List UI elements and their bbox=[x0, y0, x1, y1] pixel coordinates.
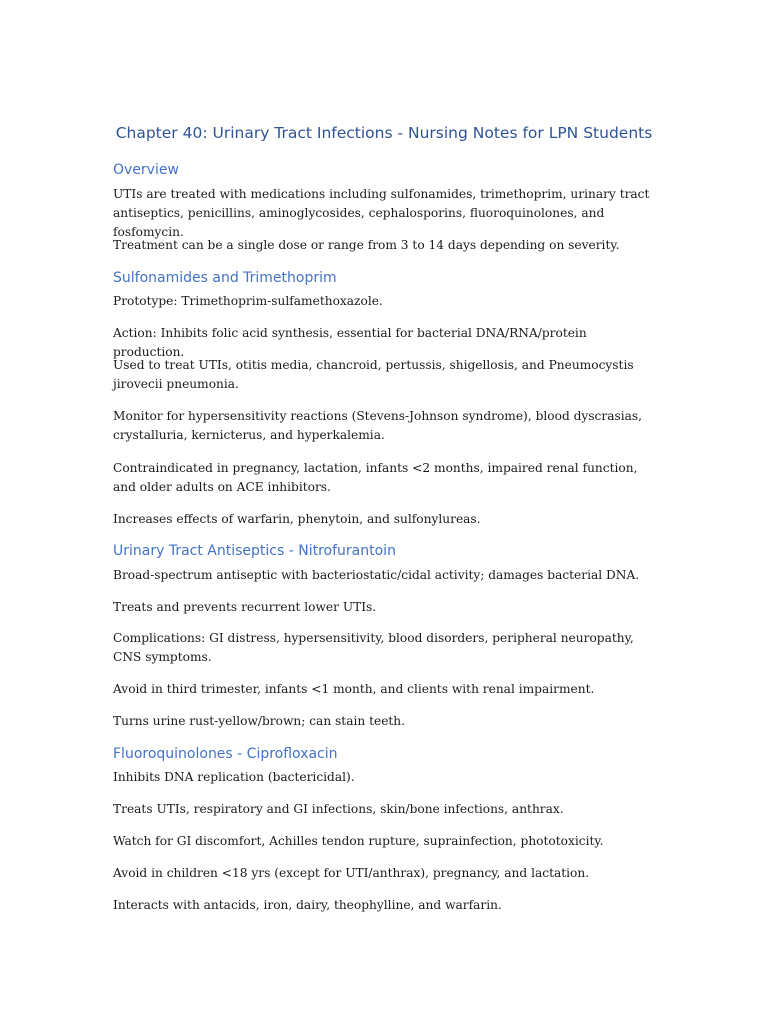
paragraph: Treats UTIs, respiratory and GI infections, skin/bone infections, anthrax. bbox=[113, 802, 564, 816]
paragraph: Avoid in children <18 yrs (except for UTI/anthrax), pregnancy, and lactation. bbox=[113, 866, 590, 880]
paragraph: Used to treat UTIs, otitis media, chancroid, pertussis, shigellosis, and Pneumocystis jirovecii pneumonia. bbox=[113, 358, 634, 391]
paragraph: Monitor for hypersensitivity reactions (Stevens-Johnson syndrome), blood dyscrasias, crystalluria, kernicterus, and hyperkalemia. bbox=[113, 409, 643, 442]
paragraph: Broad-spectrum antiseptic with bacteriostatic/cidal activity; damages bacterial DNA. bbox=[113, 568, 640, 582]
paragraph: Action: Inhibits folic acid synthesis, essential for bacterial DNA/RNA/protein production. bbox=[113, 326, 587, 359]
paragraph: Increases effects of warfarin, phenytoin, and sulfonylureas. bbox=[113, 512, 481, 526]
paragraph: Inhibits DNA replication (bactericidal). bbox=[113, 770, 355, 784]
section-heading-fluoroquinolones: Fluoroquinolones - Ciprofloxacin bbox=[113, 746, 338, 762]
section-heading-overview: Overview bbox=[113, 162, 179, 178]
paragraph: Avoid in third trimester, infants <1 month, and clients with renal impairment. bbox=[113, 682, 595, 696]
paragraph: Turns urine rust-yellow/brown; can stain teeth. bbox=[113, 714, 406, 728]
paragraph: Contraindicated in pregnancy, lactation, infants <2 months, impaired renal function, and older adults on ACE inhibitors. bbox=[113, 461, 638, 494]
paragraph: Interacts with antacids, iron, dairy, theophylline, and warfarin. bbox=[113, 898, 502, 912]
section-heading-nitrofurantoin: Urinary Tract Antiseptics - Nitrofurantoin bbox=[113, 543, 396, 559]
section-heading-sulfonamides: Sulfonamides and Trimethoprim bbox=[113, 270, 337, 286]
document-title: Chapter 40: Urinary Tract Infections - Nursing Notes for LPN Students bbox=[115, 124, 653, 142]
paragraph: Complications: GI distress, hypersensitivity, blood disorders, peripheral neuropathy, CNS symptoms. bbox=[113, 631, 634, 664]
paragraph: UTIs are treated with medications including sulfonamides, trimethoprim, urinary tract antiseptics, penicillins, aminoglycosides, cephalosporins, fluoroquinolones, and fosfomycin. bbox=[113, 187, 650, 239]
paragraph: Treats and prevents recurrent lower UTIs. bbox=[113, 600, 377, 614]
paragraph: Prototype: Trimethoprim-sulfamethoxazole. bbox=[113, 294, 383, 308]
paragraph: Watch for GI discomfort, Achilles tendon rupture, suprainfection, phototoxicity. bbox=[113, 834, 604, 848]
paragraph: Treatment can be a single dose or range from 3 to 14 days depending on severity. bbox=[113, 238, 620, 252]
